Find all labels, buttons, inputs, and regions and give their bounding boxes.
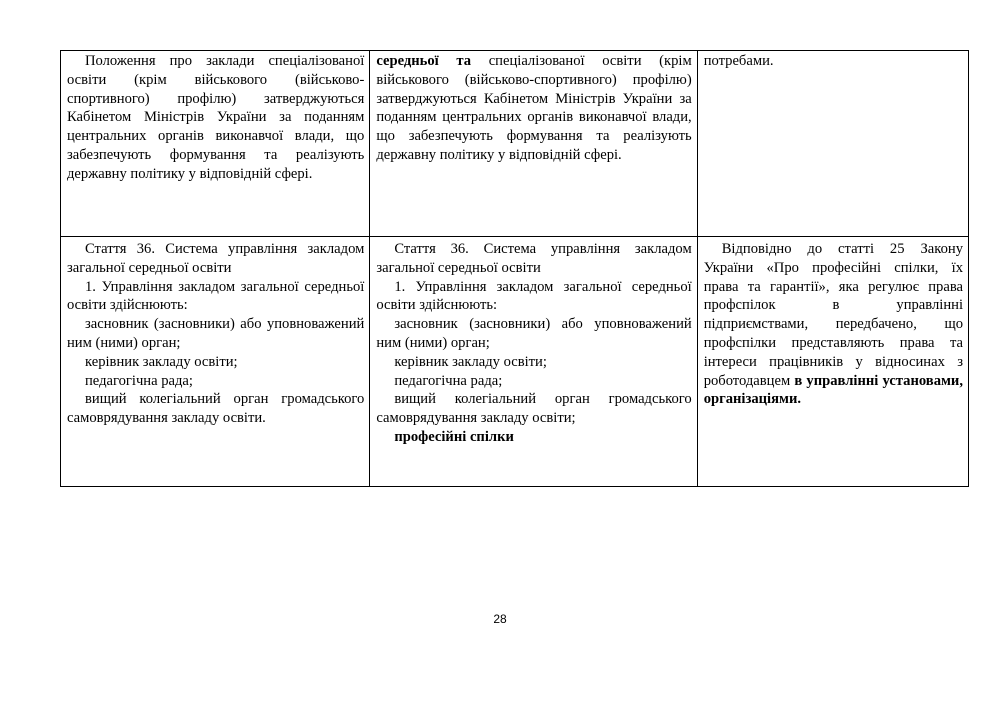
cell-paragraph: керівник закладу освіти; [394,353,547,370]
table-cell-proposed-text [370,237,697,487]
bold-inserted-text: середньої та [376,53,472,69]
cell-paragraph: вищий колегіальний орган громадського самоврядування закладу освіти; [376,391,692,427]
table-cell-justification [697,51,968,237]
table-cell-justification [697,237,968,487]
cell-paragraph: 1. Управління закладом загальної середньої освіти здійснюють: [376,278,692,314]
table-cell-current-text [61,51,370,237]
table-row [61,237,969,487]
cell-paragraph: засновник (засновники) або уповноважений ним (ними) орган; [67,316,365,351]
page-number: 28 [493,612,507,626]
cell-paragraph: педагогічна рада; [394,372,503,389]
paragraph-text: Відповідно до статті 25 Закону України «Про професійні спілки, їх права та гарантії», яка регулює права профспілок в управлінні підприємствами, передбачено, що профспілки представляють права та інтереси працівників у відносинах з роботодавцем [703,241,963,389]
article-heading: Стаття 36. Система управління закладом загальної середньої освіти [376,241,692,276]
paragraph-text: спеціалізованої освіти (крім військового (військово-спортивного) профілю) затверджуються Кабінетом Міністрів України за поданням центральних органів виконавчої влади, що забезпечують формування та реалізують державну політику у відповідній сфері. [376,53,692,163]
cell-paragraph: вищий колегіальний орган громадського самоврядування закладу освіти. [67,391,365,427]
table-cell-current-text [61,237,370,487]
cell-paragraph: Положення про заклади спеціалізованої освіти (крім військового (військово-спортивного) профілю) затверджуються Кабінетом Міністрів України за поданням центральних органів виконавчої влади, що забезпечують формування та реалізують державну політику у відповідній сфері. [67,53,365,182]
cell-paragraph: потребами. [703,53,774,69]
article-heading: Стаття 36. Система управління закладом загальної середньої освіти [67,241,365,276]
cell-paragraph: керівник закладу освіти; [85,353,238,370]
cell-paragraph: засновник (засновники) або уповноважений ним (ними) орган; [376,316,692,351]
cell-paragraph: 1. Управління закладом загальної середньої освіти здійснюють: [67,278,365,314]
cell-paragraph: педагогічна рада; [85,372,193,389]
table-cell-proposed-text [370,51,697,237]
cell-paragraph [376,52,691,165]
cell-paragraph [704,240,963,409]
table-row [61,51,969,237]
cell-paragraph [376,428,691,447]
bold-inserted-text: професійні спілки [394,428,514,445]
bold-inserted-text: в управлінні установами, організаціями. [703,372,963,408]
comparison-table [60,50,969,487]
